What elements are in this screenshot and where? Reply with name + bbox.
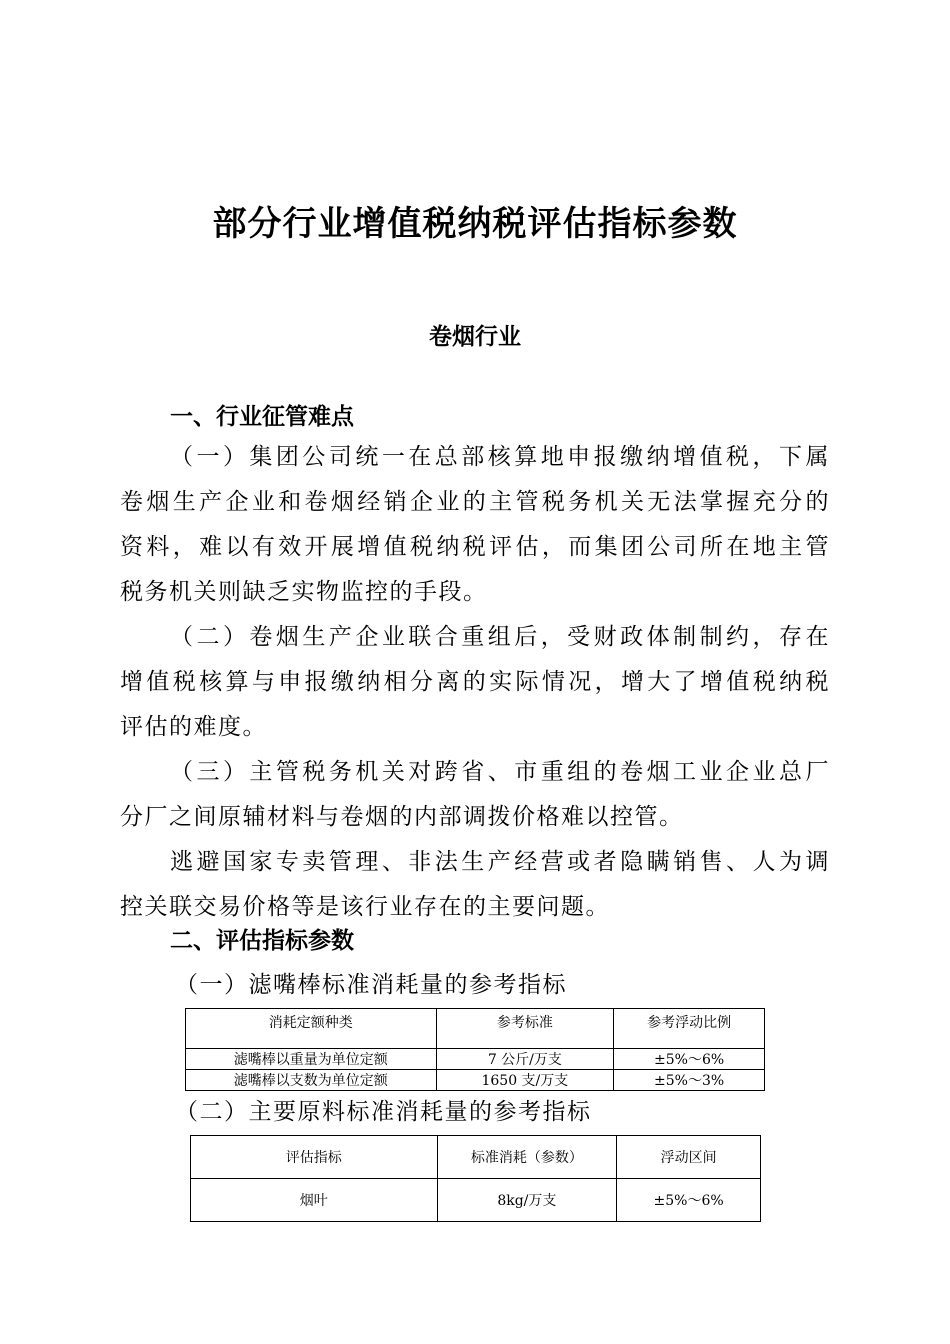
text-line: 卷烟生产企业和卷烟经销企业的主管税务机关无法掌握充分的 [120,489,830,515]
text-line: 评估的难度。 [120,714,267,740]
table1-caption: （一）滤嘴棒标准消耗量的参考指标 [175,972,567,998]
table-cell: 滤嘴棒以支数为单位定额 [186,1070,437,1091]
table-cell: ±5%～3% [614,1070,765,1091]
table-header-cell: 评估指标 [191,1136,438,1179]
section1-heading: 一、行业征管难点 [170,403,354,430]
text-line: （三）主管税务机关对跨省、市重组的卷烟工业企业总厂 [170,759,830,785]
table-cell: ±5%～6% [617,1179,761,1222]
table-header-cell: 浮动区间 [617,1136,761,1179]
text-line: 控关联交易价格等是该行业存在的主要问题。 [120,894,610,920]
table-header-cell: 消耗定额种类 [186,1009,437,1049]
table-cell: 8kg/万支 [437,1179,617,1222]
table-cell: ±5%～6% [614,1049,765,1070]
table-header-row [186,1009,765,1049]
table-header-cell: 标准消耗（参数） [437,1136,617,1179]
table-header-cell: 参考标准 [436,1009,614,1049]
table-row [186,1049,765,1070]
industry-title: 卷烟行业 [429,323,521,350]
text-line: 税务机关则缺乏实物监控的手段。 [120,579,488,605]
paragraph [120,840,830,930]
table-row [191,1179,761,1222]
filter-rod-consumption-table [185,1008,765,1091]
table-cell: 1650 支/万支 [436,1070,614,1091]
text-line: 增值税核算与申报缴纳相分离的实际情况，增大了增值税纳税 [120,669,830,695]
text-line: 逃避国家专卖管理、非法生产经营或者隐瞒销售、人为调 [170,849,830,875]
text-line: 资料，难以有效开展增值税纳税评估，而集团公司所在地主管 [120,534,830,560]
table-cell: 滤嘴棒以重量为单位定额 [186,1049,437,1070]
paragraph [120,615,830,750]
text-line: （一）集团公司统一在总部核算地申报缴纳增值税，下属 [170,444,830,470]
section1-body [120,435,830,930]
raw-material-consumption-table [190,1135,761,1222]
section2-heading: 二、评估指标参数 [170,927,354,954]
table-cell: 烟叶 [191,1179,438,1222]
table2-caption: （二）主要原料标准消耗量的参考指标 [175,1099,592,1125]
paragraph [120,750,830,840]
text-line: （二）卷烟生产企业联合重组后，受财政体制制约，存在 [170,624,830,650]
text-line: 分厂之间原辅材料与卷烟的内部调拨价格难以控管。 [120,804,684,830]
table-header-row [191,1136,761,1179]
table-row [186,1070,765,1091]
table-cell: 7 公斤/万支 [436,1049,614,1070]
paragraph [120,435,830,615]
document-title: 部分行业增值税纳税评估指标参数 [212,204,738,244]
table-header-cell: 参考浮动比例 [614,1009,765,1049]
